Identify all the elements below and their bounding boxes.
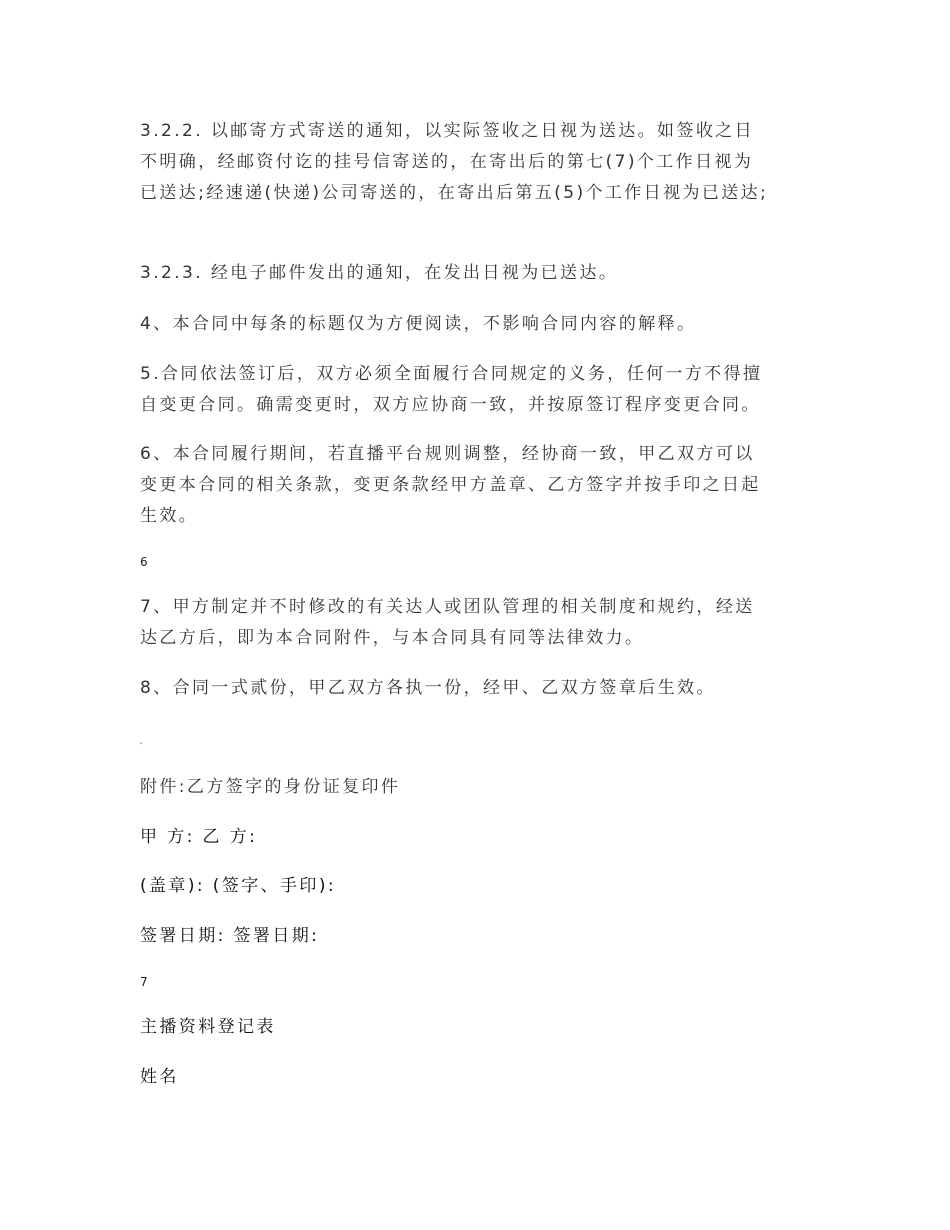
clause-6-line-2: 变更本合同的相关条款，变更条款经甲方盖章、乙方签字并按手印之日起 <box>140 475 761 495</box>
page-number: 6 <box>140 555 148 569</box>
clause-6-line-1: 6、本合同履行期间，若直播平台规则调整，经协商一致，甲乙双方可以 <box>140 444 755 464</box>
page-number: 7 <box>140 975 148 989</box>
clause-5-line-2: 自变更合同。确需变更时，双方应协商一致，并按原签订程序变更合同。 <box>140 395 761 415</box>
clause-8: 8、合同一式贰份，甲乙双方各执一份，经甲、乙双方签章后生效。 <box>140 678 716 698</box>
parties-line: 甲 方: 乙 方: <box>140 827 258 847</box>
seal-sign-line: (盖章): (签字、手印): <box>140 876 336 896</box>
clause-7-line-2: 达乙方后，即为本合同附件，与本合同具有同等法律效力。 <box>140 628 645 648</box>
attachment-note: 附件:乙方签字的身份证复印件 <box>140 777 401 797</box>
stray-mark: " <box>140 742 143 749</box>
clause-4: 4、本合同中每条的标题仅为方便阅读，不影响合同内容的解释。 <box>140 314 697 334</box>
form-title: 主播资料登记表 <box>140 1017 276 1037</box>
clause-6-line-3: 生效。 <box>140 506 199 526</box>
clause-7-line-1: 7、甲方制定并不时修改的有关达人或团队管理的相关制度和规约，经送 <box>140 597 755 617</box>
clause-3-2-2-line-3: 已送达;经速递(快递)公司寄送的，在寄出后第五(5)个工作日视为已送达; <box>140 183 769 203</box>
clause-3-2-2-line-1: 3.2.2. 以邮寄方式寄送的通知，以实际签收之日视为送达。如签收之日 <box>140 121 755 141</box>
clause-3-2-2-line-2: 不明确，经邮资付讫的挂号信寄送的，在寄出后的第七(7)个工作日视为 <box>140 152 754 172</box>
clause-3-2-3: 3.2.3. 经电子邮件发出的通知，在发出日视为已送达。 <box>140 263 619 283</box>
sign-date-line: 签署日期: 签署日期: <box>140 926 320 946</box>
form-field-name: 姓名 <box>140 1067 179 1087</box>
clause-5-line-1: 5.合同依法签订后，双方必须全面履行合同规定的义务，任何一方不得擅 <box>140 364 763 384</box>
